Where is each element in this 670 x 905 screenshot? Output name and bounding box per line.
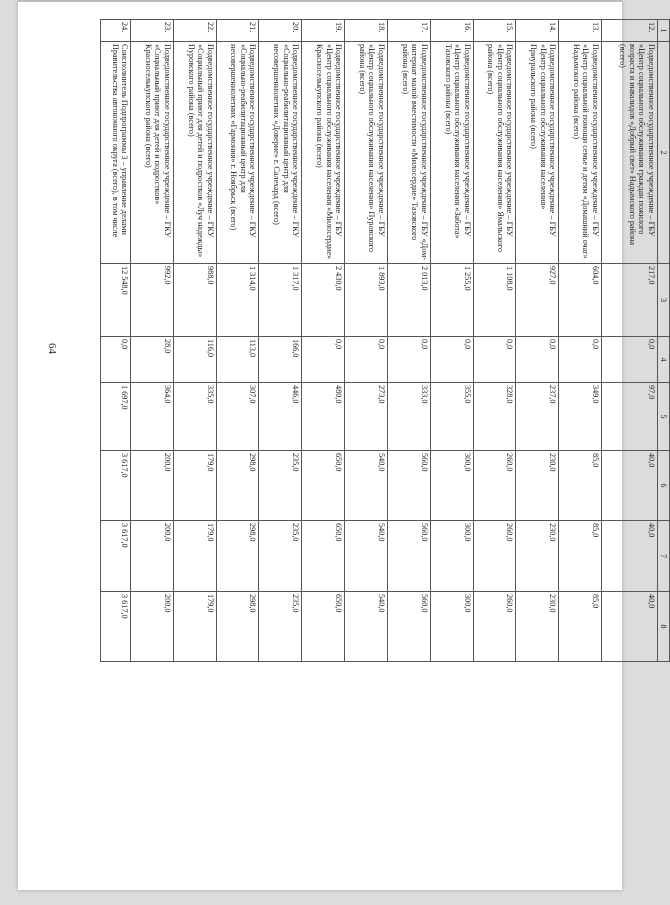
table-row (259, 20, 302, 662)
value-col-7: 85,0 (559, 521, 602, 592)
institution-name: Подведомственное государственное учреждение – ГБУ «Центр социального обслуживания граждан пожилого возраста и инвалидов «Добрый свет» Надымского района (всего) (602, 42, 658, 264)
row-number: 18. (345, 20, 388, 42)
table-row (602, 20, 658, 662)
value-col-5: 1 697,0 (101, 383, 131, 451)
value-col-5: 307,0 (216, 383, 259, 451)
value-col-7: 260,0 (473, 521, 516, 592)
column-header: 8 (657, 592, 669, 662)
value-col-6: 200,0 (131, 451, 174, 521)
value-col-4: 0,0 (101, 337, 131, 383)
value-col-7: 298,0 (216, 521, 259, 592)
value-col-6: 85,0 (559, 451, 602, 521)
value-col-3: 1 314,0 (216, 264, 259, 337)
value-col-5: 446,0 (259, 383, 302, 451)
table-row (516, 20, 559, 662)
row-number: 16. (430, 20, 473, 42)
value-col-3: 1 108,0 (473, 264, 516, 337)
table-row (559, 20, 602, 662)
value-col-8: 179,0 (173, 592, 216, 662)
value-col-6: 179,0 (173, 451, 216, 521)
table-row (101, 20, 131, 662)
row-number: 20. (259, 20, 302, 42)
value-col-4: 0,0 (345, 337, 388, 383)
value-col-5: 328,0 (473, 383, 516, 451)
institution-name: Соисполнитель Подпрограммы 3 – управление делами Правительства автономного округа (всего), в том числе (101, 42, 131, 264)
value-col-3: 12 548,0 (101, 264, 131, 337)
institution-name: Подведомственное государственное учреждение – ГБУ «Дом-интернат малой вместимости «Милосердие» Тазовского района (всего) (387, 42, 430, 264)
institution-name: Подведомственное государственное учреждение – ГБУ «Центр социального обслуживания населения» Пуровского района (всего) (345, 42, 388, 264)
value-col-4: 0,0 (559, 337, 602, 383)
rotated-table-wrapper (100, 19, 670, 661)
value-col-8: 3 617,0 (101, 592, 131, 662)
table-row (430, 20, 473, 662)
value-col-5: 364,0 (131, 383, 174, 451)
value-col-4: 0,0 (387, 337, 430, 383)
value-col-8: 200,0 (131, 592, 174, 662)
value-col-7: 230,0 (516, 521, 559, 592)
header-row (657, 20, 669, 662)
column-header: 5 (657, 383, 669, 451)
value-col-8: 40,0 (602, 592, 658, 662)
column-header: 7 (657, 521, 669, 592)
value-col-8: 235,0 (259, 592, 302, 662)
value-col-4: 28,0 (131, 337, 174, 383)
value-col-8: 85,0 (559, 592, 602, 662)
value-col-8: 300,0 (430, 592, 473, 662)
row-number: 22. (173, 20, 216, 42)
value-col-3: 992,0 (131, 264, 174, 337)
institution-name: Подведомственное государственное учреждение – ГКУ «Социально-реабилитационный центр для несовершеннолетних «Доверие» г. Салехард (всего) (259, 42, 302, 264)
value-col-6: 40,0 (602, 451, 658, 521)
value-col-5: 333,0 (387, 383, 430, 451)
institution-name: Подведомственное государственное учреждение – ГБУ «Центр социального обслуживания населения «Забота» Тазовского района (всего) (430, 42, 473, 264)
column-header: 1 (657, 20, 669, 42)
value-col-7: 650,0 (302, 521, 345, 592)
value-col-3: 927,0 (516, 264, 559, 337)
value-col-3: 1 317,0 (259, 264, 302, 337)
value-col-7: 540,0 (345, 521, 388, 592)
value-col-6: 230,0 (516, 451, 559, 521)
value-col-3: 1 255,0 (430, 264, 473, 337)
value-col-4: 0,0 (473, 337, 516, 383)
value-col-7: 40,0 (602, 521, 658, 592)
value-col-8: 230,0 (516, 592, 559, 662)
column-header: 3 (657, 264, 669, 337)
value-col-3: 604,0 (559, 264, 602, 337)
table-row (473, 20, 516, 662)
table-row (387, 20, 430, 662)
value-col-7: 3 617,0 (101, 521, 131, 592)
table-row (345, 20, 388, 662)
page-number: 64 (46, 343, 58, 354)
table-row (173, 20, 216, 662)
value-col-6: 650,0 (302, 451, 345, 521)
value-col-6: 300,0 (430, 451, 473, 521)
value-col-5: 237,0 (516, 383, 559, 451)
row-number: 12. (602, 20, 658, 42)
value-col-7: 235,0 (259, 521, 302, 592)
row-number: 15. (473, 20, 516, 42)
institution-name: Подведомственное государственное учреждение – ГБУ «Центр социального обслуживания населения» Приуральского района (всего) (516, 42, 559, 264)
row-number: 17. (387, 20, 430, 42)
institution-name: Подведомственное государственное учреждение – ГБУ «Центр социального обслуживания населения» Ямальского района (всего) (473, 42, 516, 264)
column-header: 2 (657, 42, 669, 264)
value-col-8: 650,0 (302, 592, 345, 662)
value-col-5: 355,0 (430, 383, 473, 451)
value-col-5: 97,0 (602, 383, 658, 451)
value-col-3: 2 013,0 (387, 264, 430, 337)
value-col-4: 0,0 (302, 337, 345, 383)
row-number: 23. (131, 20, 174, 42)
value-col-5: 273,0 (345, 383, 388, 451)
institution-name: Подведомственное государственное учреждение – ГКУ «Социальный приют для детей и подростков «Луч надежды» Пуровского района (всего) (173, 42, 216, 264)
value-col-4: 0,0 (430, 337, 473, 383)
document-page (18, 0, 668, 890)
value-col-5: 335,0 (173, 383, 216, 451)
value-col-3: 217,0 (602, 264, 658, 337)
row-number: 19. (302, 20, 345, 42)
value-col-6: 235,0 (259, 451, 302, 521)
value-col-8: 560,0 (387, 592, 430, 662)
value-col-6: 298,0 (216, 451, 259, 521)
value-col-3: 1 893,0 (345, 264, 388, 337)
institution-name: Подведомственное государственное учреждение – ГБУ «Центр социальной помощи семье и детям «Домашний очаг» Надымского района (всего) (559, 42, 602, 264)
institution-name: Подведомственное государственное учреждение – ГКУ «Социально-реабилитационный центр для несовершеннолетних «Гармония» г. Ноябрьск (всего) (216, 42, 259, 264)
value-col-4: 113,0 (216, 337, 259, 383)
budget-table (100, 19, 670, 662)
value-col-8: 540,0 (345, 592, 388, 662)
value-col-4: 116,0 (173, 337, 216, 383)
value-col-8: 260,0 (473, 592, 516, 662)
value-col-3: 988,0 (173, 264, 216, 337)
value-col-4: 0,0 (516, 337, 559, 383)
row-number: 21. (216, 20, 259, 42)
value-col-4: 0,0 (602, 337, 658, 383)
scan-edge (18, 0, 622, 2)
value-col-8: 298,0 (216, 592, 259, 662)
value-col-6: 260,0 (473, 451, 516, 521)
row-number: 24. (101, 20, 131, 42)
value-col-6: 540,0 (345, 451, 388, 521)
row-number: 14. (516, 20, 559, 42)
value-col-6: 3 617,0 (101, 451, 131, 521)
value-col-4: 166,0 (259, 337, 302, 383)
value-col-7: 560,0 (387, 521, 430, 592)
value-col-5: 349,0 (559, 383, 602, 451)
value-col-7: 179,0 (173, 521, 216, 592)
institution-name: Подведомственное государственное учреждение – ГКУ «Социальный приют для детей и подростков» Красноселькупского района (всего) (131, 42, 174, 264)
institution-name: Подведомственное государственное учреждение – ГБУ «Центр социального обслуживания населения «Милосердие» Красноселькупского района (всего) (302, 42, 345, 264)
column-header: 6 (657, 451, 669, 521)
table-row (216, 20, 259, 662)
table-row (302, 20, 345, 662)
value-col-7: 300,0 (430, 521, 473, 592)
value-col-7: 200,0 (131, 521, 174, 592)
value-col-3: 2 430,0 (302, 264, 345, 337)
value-col-6: 560,0 (387, 451, 430, 521)
column-header: 4 (657, 337, 669, 383)
value-col-5: 480,0 (302, 383, 345, 451)
table-row (131, 20, 174, 662)
row-number: 13. (559, 20, 602, 42)
